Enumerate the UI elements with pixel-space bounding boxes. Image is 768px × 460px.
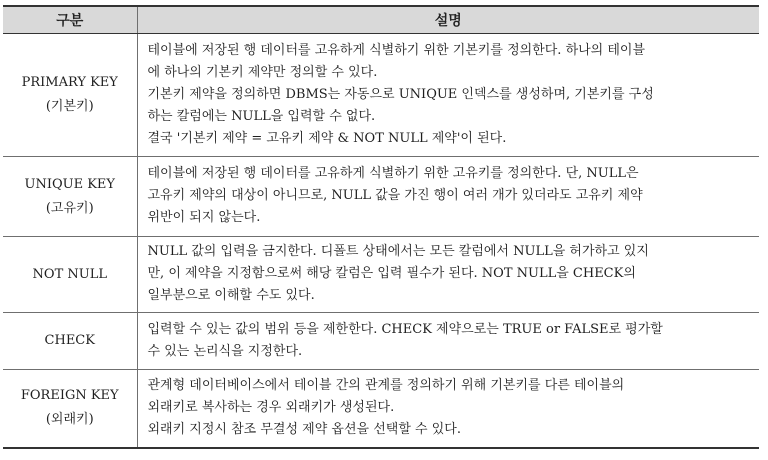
table-row bbox=[3, 313, 759, 370]
row-category bbox=[3, 313, 137, 370]
description-line: 외래키 지정시 참조 무결성 제약 옵션을 선택할 수 있다. bbox=[147, 421, 461, 437]
table-row bbox=[3, 157, 759, 237]
description-line: 테이블에 저장된 행 데이터를 고유하게 식별하기 위한 기본키를 정의한다. 하나의 테이블 bbox=[147, 42, 646, 58]
row-category bbox=[3, 34, 137, 157]
constraint-korean-name: (외래키) bbox=[45, 412, 94, 428]
row-description bbox=[137, 157, 759, 237]
description-line: 고유키 제약의 대상이 아니므로, NULL 값을 가진 행이 여러 개가 있더라도 고유키 제약 bbox=[147, 188, 643, 203]
description-line: 수 있는 논리식을 지정한다. bbox=[147, 343, 303, 359]
constraint-name: FOREIGN KEY bbox=[20, 388, 119, 404]
description-line: 외래키로 복사하는 경우 외래키가 생성된다. bbox=[147, 399, 395, 415]
row-description bbox=[137, 34, 759, 157]
description-line: 테이블에 저장된 행 데이터를 고유하게 식별하기 위한 고유키를 정의한다. 단, NULL은 bbox=[147, 166, 639, 181]
table-row bbox=[3, 237, 759, 313]
row-category bbox=[3, 157, 137, 237]
description-line: 기본키 제약을 정의하면 DBMS는 자동으로 UNIQUE 인덱스를 생성하며, 기본키를 구성 bbox=[147, 86, 654, 102]
header-category: 구분 bbox=[3, 6, 137, 34]
header-row bbox=[3, 6, 759, 34]
description-line: 위반이 되지 않는다. bbox=[147, 210, 261, 225]
description-line: 관계형 데이터베이스에서 테이블 간의 관계를 정의하기 위해 기본키를 다른 테이블의 bbox=[147, 377, 625, 393]
row-category bbox=[3, 370, 137, 448]
constraint-name: NOT NULL bbox=[32, 266, 107, 282]
description-line: 일부분으로 이해할 수도 있다. bbox=[147, 288, 315, 303]
row-description bbox=[137, 237, 759, 313]
constraint-name: CHECK bbox=[44, 333, 95, 348]
constraint-name: UNIQUE KEY bbox=[24, 176, 115, 192]
table-row bbox=[3, 34, 759, 157]
table-row bbox=[3, 370, 759, 448]
description-line: 하는 칼럼에는 NULL을 입력할 수 없다. bbox=[147, 108, 376, 124]
description-line: 만, 이 제약을 지정함으로써 해당 칼럼은 입력 필수가 된다. NOT NULL을 CHECK의 bbox=[147, 266, 636, 281]
row-category bbox=[3, 237, 137, 313]
description-line: 결국 '기본키 제약 = 고유키 제약 & NOT NULL 제약'이 된다. bbox=[147, 130, 507, 146]
header-description: 설명 bbox=[137, 6, 759, 34]
description-line: NULL 값의 입력을 금지한다. 디폴트 상태에서는 모든 칼럼에서 NULL을 허가하고 있지 bbox=[147, 244, 649, 259]
constraint-table bbox=[3, 5, 759, 449]
constraint-korean-name: (고유키) bbox=[45, 200, 94, 216]
row-description bbox=[137, 313, 759, 370]
constraint-name: PRIMARY KEY bbox=[21, 75, 118, 90]
description-line: 입력할 수 있는 값의 범위 등을 제한한다. CHECK 제약으로는 TRUE or FALSE로 평가할 bbox=[147, 321, 663, 337]
description-line: 에 하나의 기본키 제약만 정의할 수 있다. bbox=[147, 64, 378, 80]
constraint-korean-name: (기본키) bbox=[45, 99, 94, 114]
row-description bbox=[137, 370, 759, 448]
